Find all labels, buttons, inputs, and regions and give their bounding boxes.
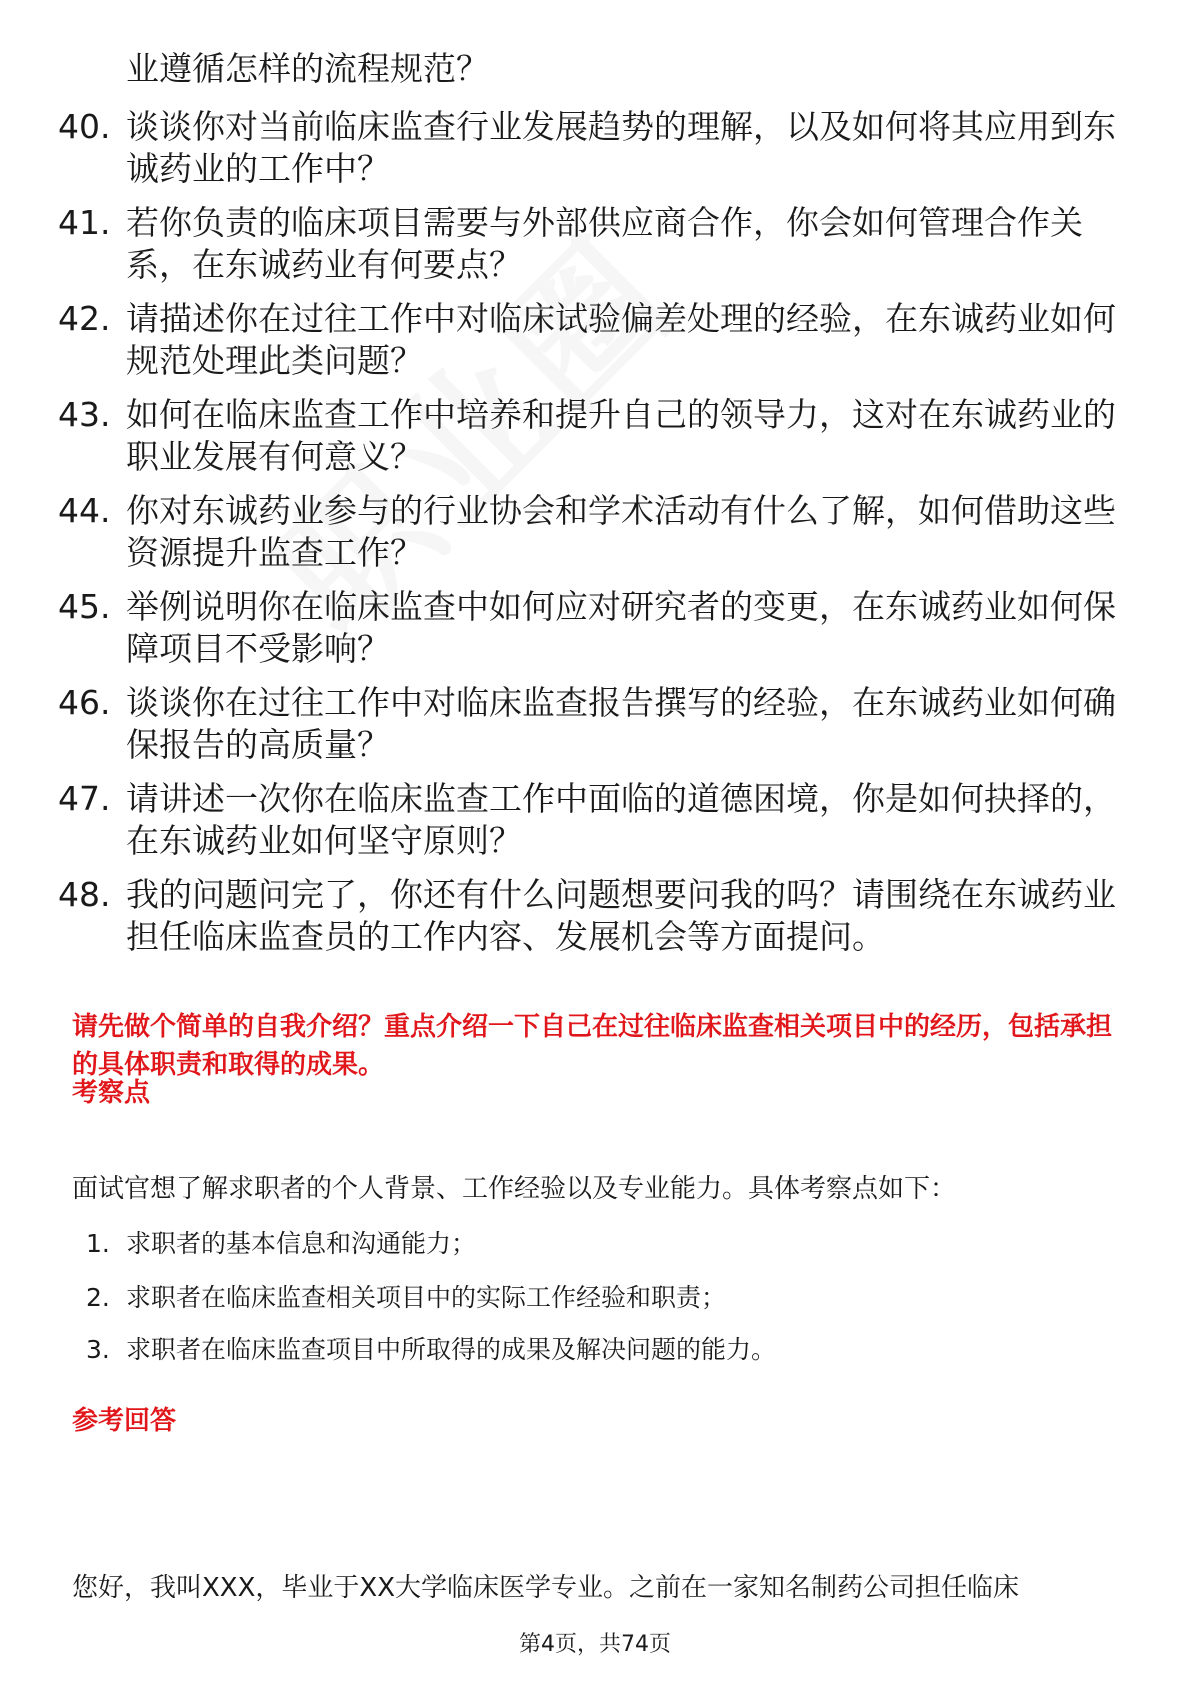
question-text: 如何在临床监查工作中培养和提升自己的领导力，这对在东诚药业的职业发展有何意义？ bbox=[126, 395, 1116, 476]
reference-answer-label: 参考回答 bbox=[72, 1406, 177, 1436]
question-number: 40. bbox=[58, 107, 111, 146]
question-text: 谈谈你对当前临床监查行业发展趋势的理解，以及如何将其应用到东诚药业的工作中？ bbox=[126, 107, 1116, 188]
question-number: 41. bbox=[58, 203, 111, 242]
question-number: 45. bbox=[58, 587, 111, 626]
exam-points-intro: 面试官想了解求职者的个人背景、工作经验以及专业能力。具体考察点如下： bbox=[72, 1174, 957, 1204]
exam-point-item bbox=[86, 1278, 726, 1314]
question-number: 48. bbox=[58, 875, 111, 914]
question-text: 我的问题问完了，你还有什么问题想要问我的吗？请围绕在东诚药业担任临床监查员的工作内容、发展机会等方面提问。 bbox=[126, 875, 1116, 956]
question-text: 你对东诚药业参与的行业协会和学术活动有什么了解，如何借助这些资源提升监查工作？ bbox=[126, 491, 1116, 572]
question-text: 举例说明你在临床监查中如何应对研究者的变更，在东诚药业如何保障项目不受影响？ bbox=[126, 587, 1116, 668]
page-footer: 第4页，共74页 bbox=[519, 1632, 671, 1657]
question-number: 43. bbox=[58, 395, 111, 434]
exam-point-item bbox=[86, 1330, 776, 1366]
reference-answer-text: 您好，我叫XXX，毕业于XX大学临床医学专业。之前在一家知名制药公司担任临床 bbox=[72, 1573, 1020, 1603]
question-text: 业遵循怎样的流程规范？ bbox=[126, 49, 489, 88]
question-number: 46. bbox=[58, 683, 111, 722]
question-number: 44. bbox=[58, 491, 111, 530]
question-number: 47. bbox=[58, 779, 111, 818]
exam-point-number: 3. bbox=[86, 1335, 110, 1364]
question-number: 42. bbox=[58, 299, 111, 338]
featured-question: 请先做个简单的自我介绍？重点介绍一下自己在过往临床监查相关项目中的经历，包括承担的具体职责和取得的成果。 bbox=[72, 1012, 1113, 1080]
exam-point-number: 1. bbox=[86, 1229, 110, 1258]
question-text: 请描述你在过往工作中对临床试验偏差处理的经验，在东诚药业如何规范处理此类问题？ bbox=[126, 299, 1116, 380]
exam-point-text: 求职者在临床监查项目中所取得的成果及解决问题的能力。 bbox=[126, 1335, 777, 1364]
question-text: 请讲述一次你在临床监查工作中面临的道德困境，你是如何抉择的，在东诚药业如何坚守原则？ bbox=[126, 779, 1116, 860]
exam-point-number: 2. bbox=[86, 1283, 110, 1312]
question-text: 若你负责的临床项目需要与外部供应商合作，你会如何管理合作关系，在东诚药业有何要点？ bbox=[126, 203, 1083, 284]
exam-point-item bbox=[86, 1224, 476, 1260]
exam-point-text: 求职者在临床监查相关项目中的实际工作经验和职责； bbox=[126, 1283, 727, 1312]
exam-points-label: 考察点 bbox=[72, 1078, 151, 1108]
exam-point-text: 求职者的基本信息和沟通能力； bbox=[126, 1229, 477, 1258]
question-text: 谈谈你在过往工作中对临床监查报告撰写的经验，在东诚药业如何确保报告的高质量？ bbox=[126, 683, 1116, 764]
